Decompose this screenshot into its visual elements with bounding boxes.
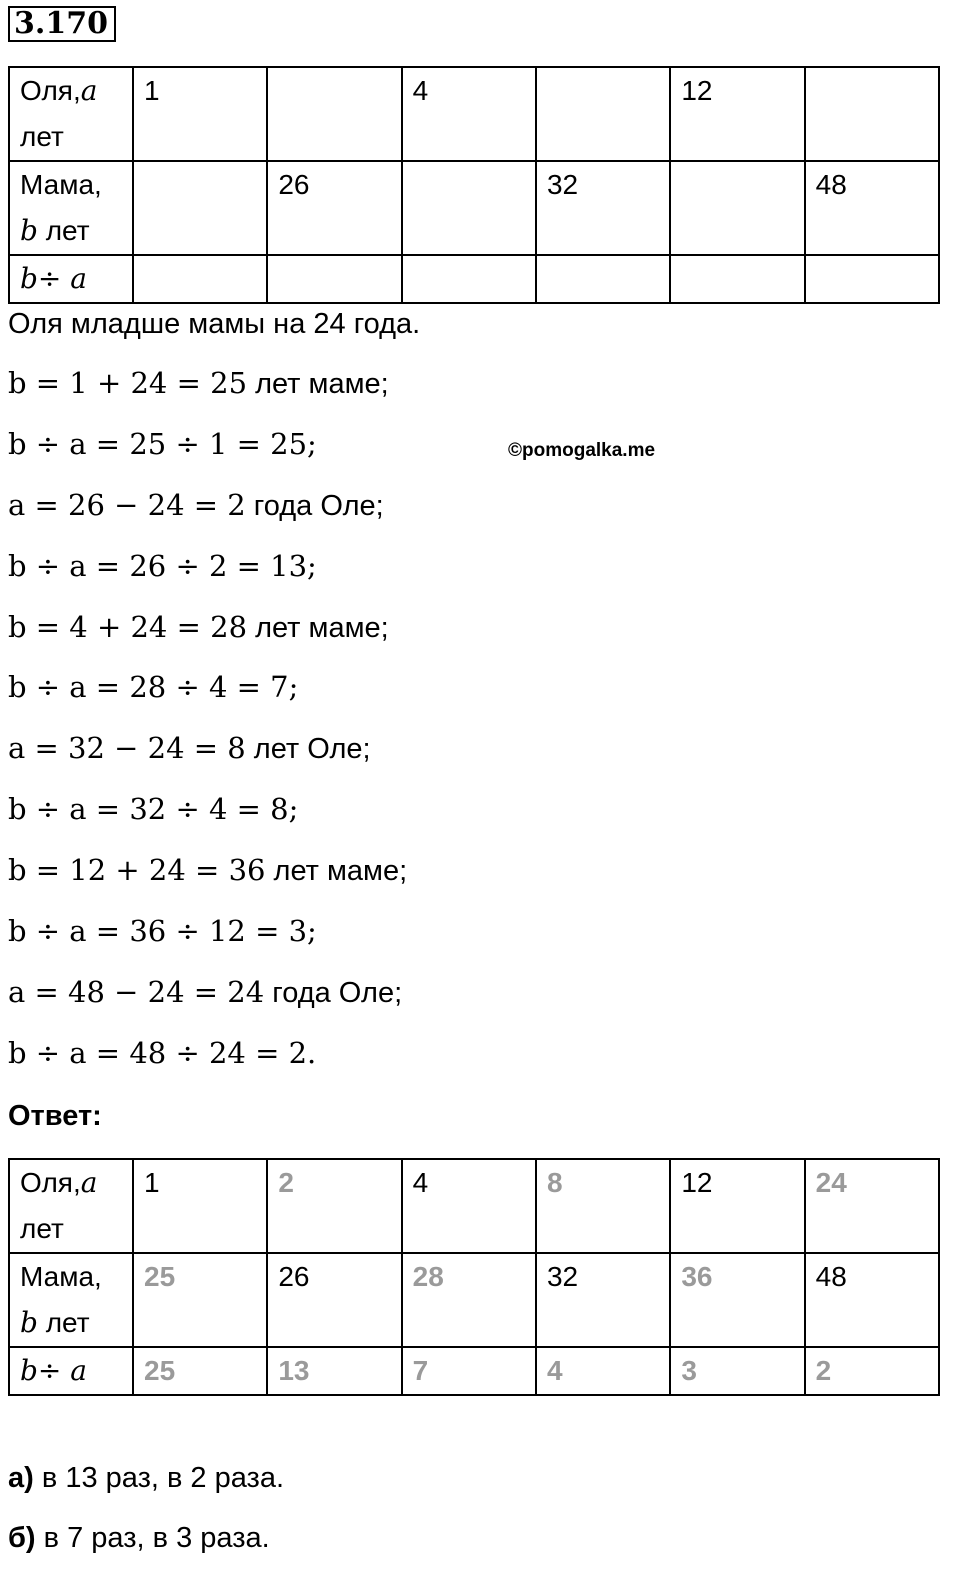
math-expr: b ÷ a = 48 ÷ 24 = 2. <box>8 1036 317 1070</box>
row-header-olya <box>9 67 133 161</box>
answer-a <box>8 1462 284 1495</box>
answer-letter: а) <box>8 1462 34 1494</box>
table-cell: 7 <box>402 1347 536 1395</box>
solution-line <box>8 670 298 705</box>
table-row <box>9 67 939 161</box>
math-expr: b = 1 + 24 = 25 <box>8 366 248 400</box>
answer-text: в 7 раз, в 3 раза. <box>35 1522 270 1554</box>
solution-line <box>8 731 371 766</box>
header-unit: лет <box>20 1213 64 1244</box>
table-cell <box>670 161 804 255</box>
row-header-mama <box>9 161 133 255</box>
table-cell: 12 <box>670 1159 804 1253</box>
table-cell <box>133 161 267 255</box>
answer-letter: б) <box>8 1522 36 1554</box>
table-cell: 48 <box>805 1253 939 1347</box>
table-row <box>9 1159 939 1253</box>
intro-text: Оля младше мамы на 24 года. <box>8 308 421 340</box>
table-cell: 1 <box>133 67 267 161</box>
variable-b: b <box>20 1306 38 1339</box>
table-cell: 3 <box>670 1347 804 1395</box>
math-expr: b ÷ a = 28 ÷ 4 = 7; <box>8 670 299 704</box>
answer-b <box>8 1522 270 1555</box>
header-unit: лет <box>37 1307 90 1338</box>
header-text: Мама, <box>20 169 102 200</box>
table-cell: 26 <box>267 161 401 255</box>
answer-label: Ответ: <box>8 1100 102 1132</box>
table-row <box>9 1253 939 1347</box>
table-row <box>9 255 939 303</box>
table-cell: 32 <box>536 1253 670 1347</box>
solution-line <box>8 366 389 401</box>
table-cell <box>805 67 939 161</box>
solution-line <box>8 427 317 462</box>
table-cell: 8 <box>536 1159 670 1253</box>
math-expr: a = 26 − 24 = 2 <box>8 488 246 522</box>
solution-line <box>8 914 317 949</box>
solution-line <box>8 975 402 1010</box>
header-text: Оля, <box>20 1167 81 1198</box>
math-expr: a = 48 − 24 = 24 <box>8 975 265 1009</box>
table-cell: 26 <box>267 1253 401 1347</box>
table-cell: 24 <box>805 1159 939 1253</box>
solution-line <box>8 792 298 827</box>
table-cell: 2 <box>805 1347 939 1395</box>
row-header-mama <box>9 1253 133 1347</box>
math-expr: b ÷ a = 32 ÷ 4 = 8; <box>8 792 299 826</box>
row-header-ratio: b÷ a <box>9 255 133 303</box>
table-cell: 32 <box>536 161 670 255</box>
table-cell: 4 <box>536 1347 670 1395</box>
row-header-olya <box>9 1159 133 1253</box>
header-text: Мама, <box>20 1261 102 1292</box>
variable-a: a <box>80 1166 98 1199</box>
math-expr: a = 32 − 24 = 8 <box>8 731 246 765</box>
table-cell <box>402 161 536 255</box>
solution-line <box>8 549 317 584</box>
math-expr: b ÷ a = 25 ÷ 1 = 25; <box>8 427 317 461</box>
solution-line <box>8 488 384 523</box>
solution-line <box>8 853 407 888</box>
table-cell <box>402 255 536 303</box>
table-cell: 25 <box>133 1253 267 1347</box>
line-text: года Оле; <box>245 490 384 522</box>
table-row <box>9 161 939 255</box>
table-row <box>9 1347 939 1395</box>
table-cell: 4 <box>402 1159 536 1253</box>
answer-table <box>8 1158 940 1396</box>
header-unit: лет <box>37 215 90 246</box>
line-text: лет маме; <box>247 368 389 400</box>
line-text: лет Оле; <box>245 733 371 765</box>
math-expr: b ÷ a = 36 ÷ 12 = 3; <box>8 914 317 948</box>
table-cell: 12 <box>670 67 804 161</box>
table-cell: 4 <box>402 67 536 161</box>
table-cell: 1 <box>133 1159 267 1253</box>
watermark: ©pomogalka.me <box>508 440 656 461</box>
task-number: 3.170 <box>8 6 116 42</box>
line-text: года Оле; <box>264 977 403 1009</box>
line-text: лет маме; <box>247 612 389 644</box>
table-cell: 48 <box>805 161 939 255</box>
answer-text: в 13 раз, в 2 раза. <box>33 1462 285 1494</box>
math-expr: b = 4 + 24 = 28 <box>8 610 248 644</box>
line-text: лет маме; <box>265 855 408 887</box>
solution-line <box>8 610 389 645</box>
row-header-ratio: b÷ a <box>9 1347 133 1395</box>
table-cell <box>536 67 670 161</box>
variable-b: b <box>20 214 38 247</box>
table-cell: 28 <box>402 1253 536 1347</box>
table-cell <box>133 255 267 303</box>
table-cell: 25 <box>133 1347 267 1395</box>
table-cell: 36 <box>670 1253 804 1347</box>
table-cell: 2 <box>267 1159 401 1253</box>
solution-line <box>8 1036 316 1071</box>
table-cell <box>805 255 939 303</box>
variable-a: a <box>80 74 98 107</box>
table-cell <box>267 67 401 161</box>
problem-table <box>8 66 940 304</box>
table-cell <box>536 255 670 303</box>
table-cell <box>267 255 401 303</box>
table-cell <box>670 255 804 303</box>
header-text: Оля, <box>20 75 81 106</box>
math-expr: b = 12 + 24 = 36 <box>8 853 266 887</box>
math-expr: b ÷ a = 26 ÷ 2 = 13; <box>8 549 317 583</box>
table-cell: 13 <box>267 1347 401 1395</box>
header-unit: лет <box>20 121 64 152</box>
